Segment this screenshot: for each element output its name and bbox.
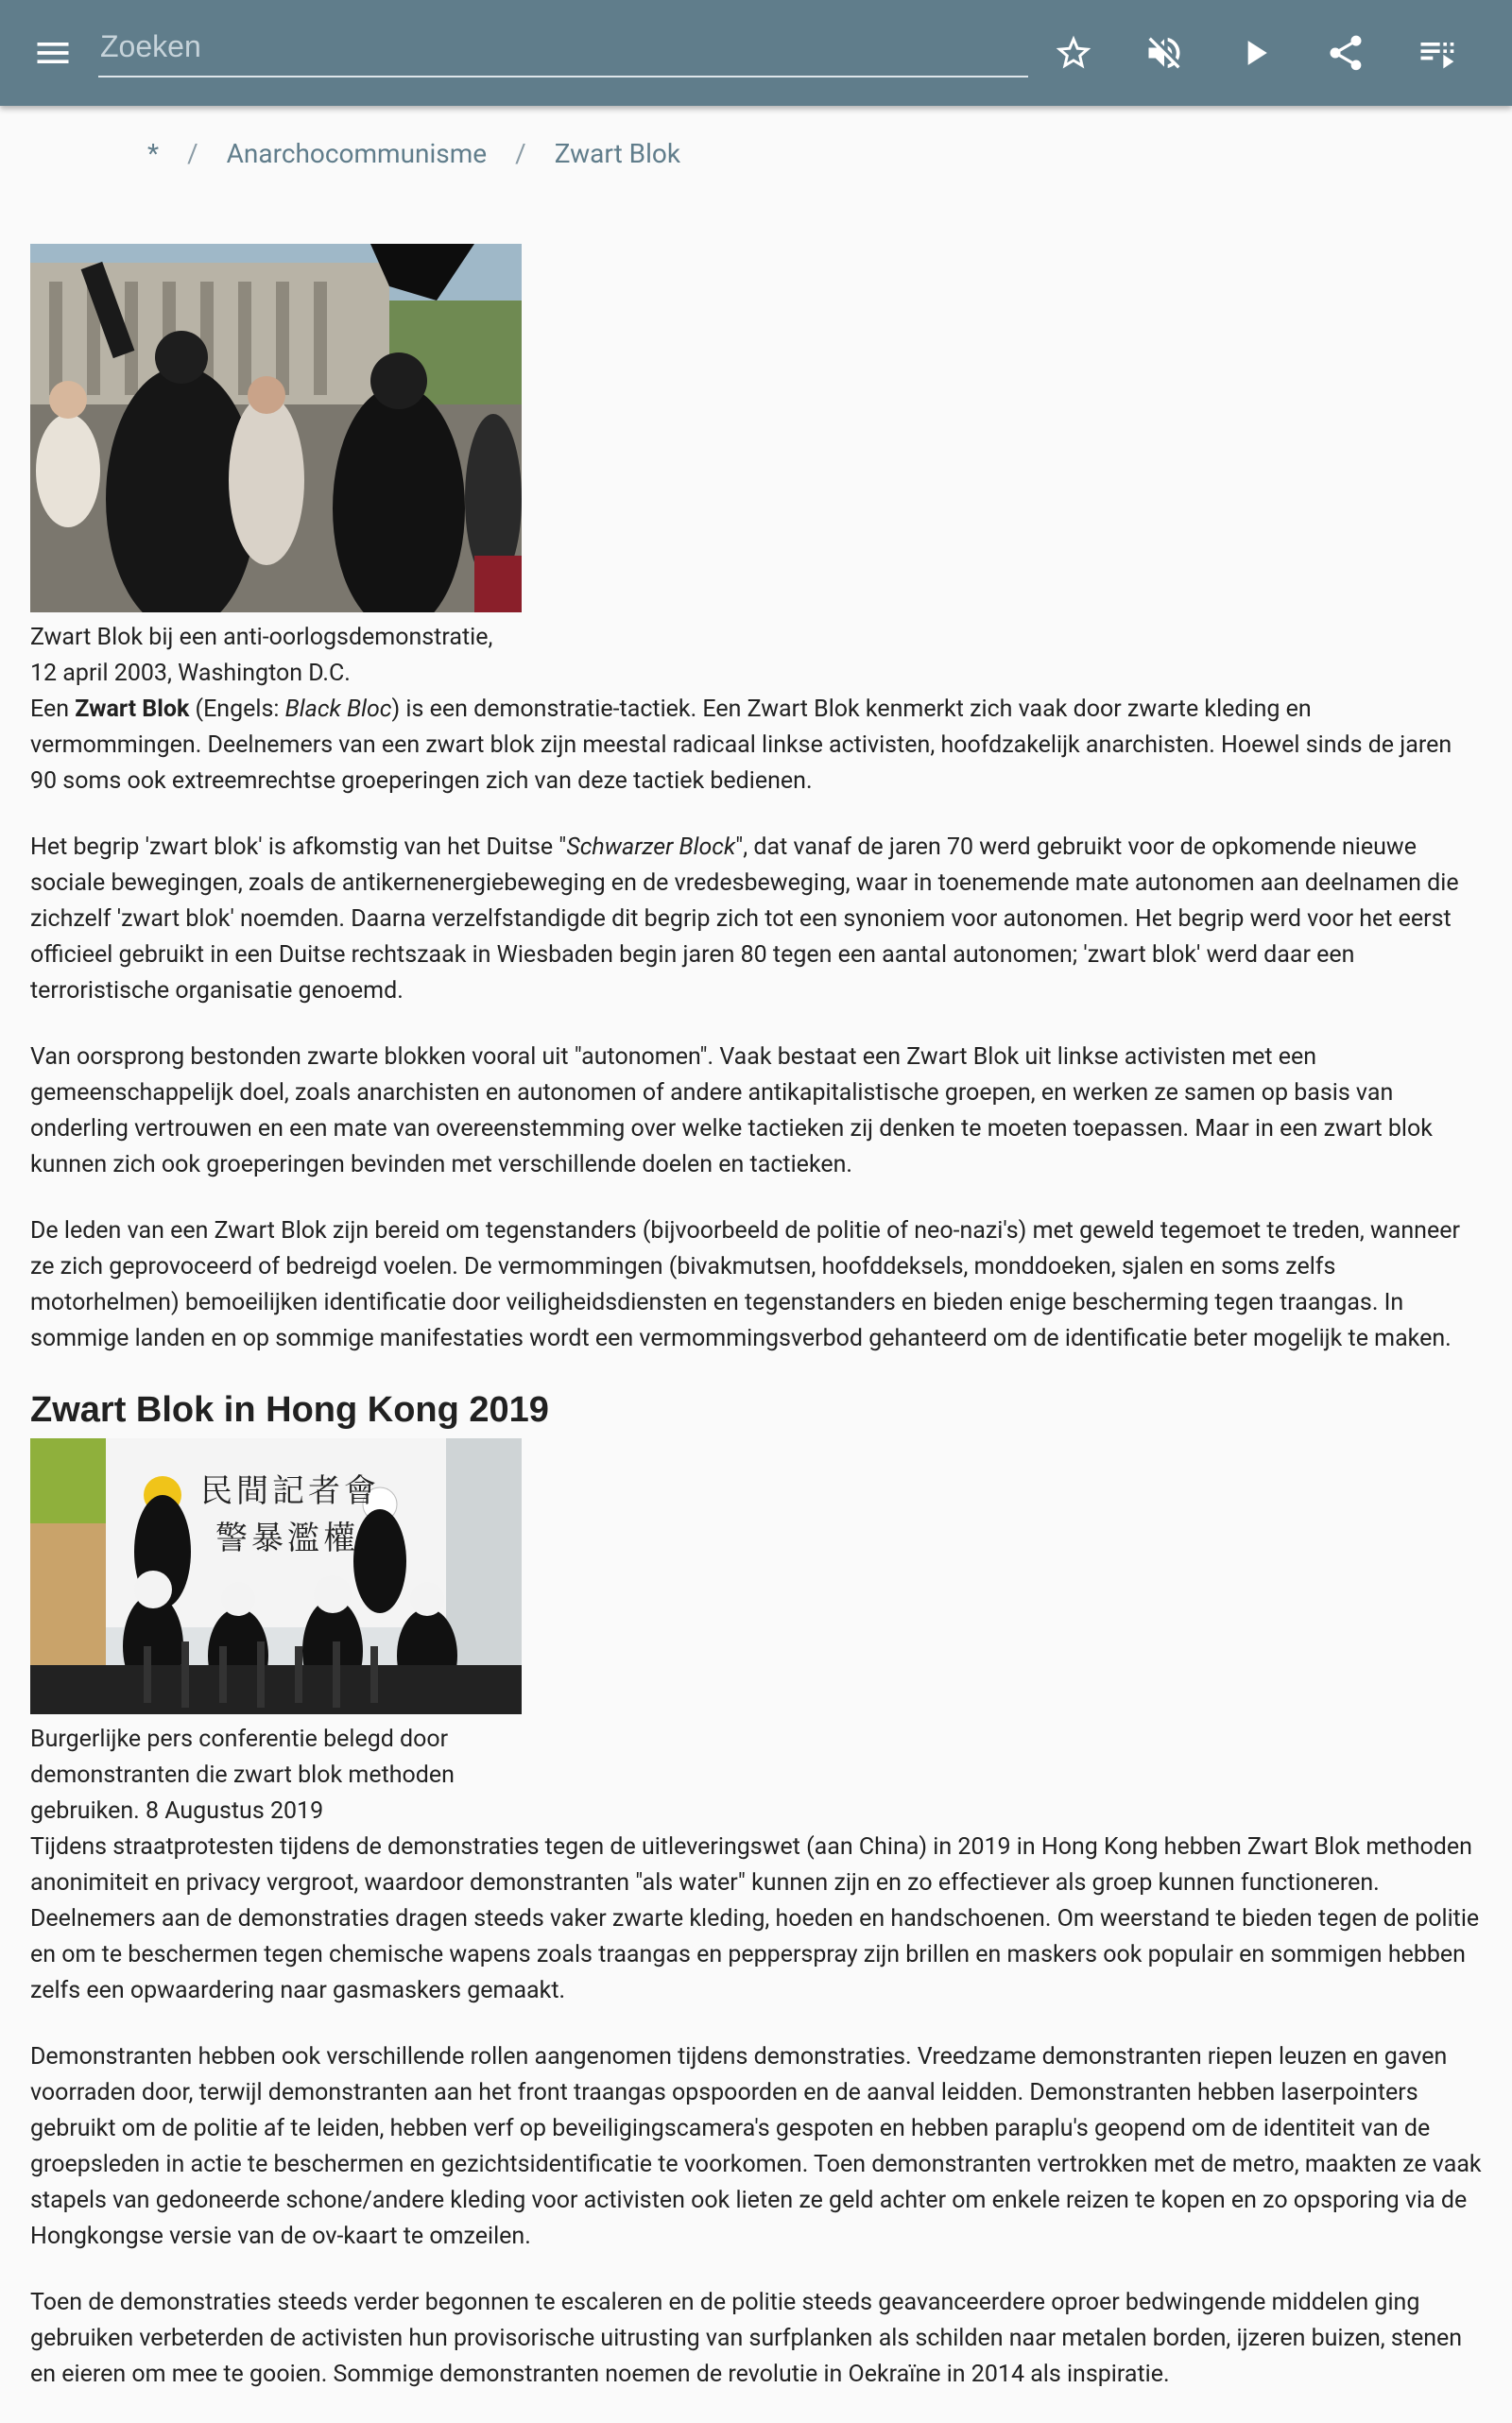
breadcrumb-separator: / bbox=[187, 138, 198, 169]
search-input[interactable] bbox=[98, 19, 1032, 74]
caption-line: demonstranten die zwart blok methoden bbox=[30, 1761, 455, 1789]
breadcrumb-root-link[interactable]: * bbox=[147, 138, 160, 169]
menu-icon[interactable] bbox=[25, 25, 81, 81]
term-italic: Black Bloc bbox=[284, 696, 392, 723]
photo-press-conference-hong-kong[interactable] bbox=[30, 1438, 522, 1714]
term-italic: Schwarzer Block bbox=[566, 833, 736, 861]
text-run: (Engels: bbox=[189, 696, 285, 723]
figure-caption bbox=[30, 620, 541, 692]
figure-caption bbox=[30, 1722, 541, 1830]
hong-kong-paragraph-3: Toen de demonstraties steeds verder begonnen te escaleren en de politie steeds geavanceerdere oproer bedwingende middelen ging gebruiken verbeterden de activisten hun provisorische uitrusting van surfplanken als schilden naar metalen borden, ijzeren buizen, stenen en eieren om mee te gooien. Sommige demonstranten noemen de revolutie in Oekraïne in 2014 als inspiratie. bbox=[30, 2289, 1463, 2388]
caption-line: Burgerlijke pers conferentie belegd door bbox=[30, 1726, 449, 1753]
breadcrumb-parent-link[interactable]: Anarchocommunisme bbox=[226, 138, 488, 169]
playlist-icon[interactable] bbox=[1408, 25, 1465, 81]
text-run: Een bbox=[30, 696, 76, 723]
figure-washington bbox=[30, 244, 522, 692]
photo-black-bloc-washington[interactable] bbox=[30, 244, 522, 612]
photo-banner-line-1: 民間記者會 bbox=[200, 1472, 380, 1510]
play-icon[interactable] bbox=[1227, 25, 1283, 81]
breadcrumb-current[interactable]: Zwart Blok bbox=[554, 138, 681, 169]
text-run: Het begrip 'zwart blok' is afkomstig van het Duitse " bbox=[30, 833, 567, 861]
intro-paragraph-3: Van oorsprong bestonden zwarte blokken vooral uit "autonomen". Vaak bestaat een Zwart Blok uit linkse activisten met een gemeenschappelijk doel, zoals anarchisten en autonomen of andere antikapitalistische groepen, en werken ze samen op basis van onderling vertrouwen en een mate van overeenstemming over welke tactieken zij denken te moeten toepassen. Maar in een zwart blok kunnen zich ook groeperingen bevinden met verschillende doelen en tactieken. bbox=[30, 1043, 1433, 1178]
caption-line: 12 april 2003, Washington D.C. bbox=[30, 660, 351, 687]
intro-paragraph-2 bbox=[30, 830, 1482, 1009]
text-run: ) is een demonstratie-tactiek. Een Zwart Blok kenmerkt zich vaak door zwarte kleding en vermommingen. Deelnemers van een zwart blok zijn meestal radicaal linkse activisten, hoofdzakelijk anarchisten. Hoewel sinds de jaren 90 soms ook extreemrechtse groeperingen zich van deze tactiek bedienen. bbox=[30, 696, 1452, 795]
top-app-bar bbox=[0, 0, 1512, 106]
intro-paragraph-1 bbox=[30, 692, 1482, 799]
figure-hong-kong bbox=[30, 1438, 522, 1830]
search-field[interactable] bbox=[98, 19, 1028, 77]
section-heading-hong-kong: Zwart Blok in Hong Kong 2019 bbox=[30, 1390, 549, 1430]
article-content bbox=[30, 244, 1482, 2423]
term-bold: Zwart Blok bbox=[75, 696, 190, 723]
star-icon[interactable] bbox=[1045, 25, 1102, 81]
caption-line: Zwart Blok bij een anti-oorlogsdemonstratie, bbox=[30, 624, 493, 651]
breadcrumb bbox=[147, 138, 680, 169]
text-run: ", dat vanaf de jaren 70 werd gebruikt voor de opkomende nieuwe sociale bewegingen, zoals de antikernenergiebeweging en de vredesbeweging, waar in toenemende mate autonomen aan deelnamen die zichzelf 'zwart blok' noemden. Daarna verzelfstandigde dit begrip zich tot een synoniem voor autonomen. Het begrip werd voor het eerst officieel gebruikt in een Duitse rechtszaak in Wiesbaden begin jaren 80 tegen een aantal autonomen; 'zwart blok' werd daar een terroristische organisatie genoemd. bbox=[30, 833, 1459, 1005]
share-icon[interactable] bbox=[1317, 25, 1374, 81]
hong-kong-paragraph-1: Tijdens straatprotesten tijdens de demonstraties tegen de uitleveringswet (aan China) in 2019 in Hong Kong hebben Zwart Blok methoden anonimiteit en privacy vergroot, waardoor demonstranten "als water" kunnen zijn en zo effectiever als groep kunnen functioneren. Deelnemers aan de demonstraties dragen steeds vaker zwarte kleding, hoeden en handschoenen. Om weerstand te bieden tegen de politie en om te beschermen tegen chemische wapens zoals traangas en pepperspray zijn brillen en maskers ook populair en sommigen hebben zelfs een opwaardering naar gasmaskers gemaakt. bbox=[30, 1833, 1480, 2004]
hong-kong-paragraph-2: Demonstranten hebben ook verschillende rollen aangenomen tijdens demonstraties. Vreedzame demonstranten riepen leuzen en gaven voorraden door, terwijl demonstranten aan het front traangas opspoorden en de aanval leidden. Demonstranten hebben laserpointers gebruikt om de politie af te leiden, hebben verf op beveiligingscamera's gespoten en hebben paraplu's geopend om de identiteit van de groepsleden in actie te beschermen en gezichtsidentificatie te voorkomen. Toen demonstranten vertrokken met de metro, maakten ze vaak stapels van gedoneerde schone/andere kleding voor activisten ook lieten ze geld achter om enkele reizen te kopen en zo opsporing via de Hongkongse versie van de ov-kaart te omzeilen. bbox=[30, 2043, 1482, 2250]
volume-off-icon[interactable] bbox=[1136, 25, 1193, 81]
breadcrumb-separator: / bbox=[515, 138, 526, 169]
caption-line: gebruiken. 8 Augustus 2019 bbox=[30, 1797, 324, 1825]
intro-paragraph-4: De leden van een Zwart Blok zijn bereid om tegenstanders (bijvoorbeeld de politie of neo-nazi's) met geweld tegemoet te treden, wanneer ze zich geprovoceerd of bedreigd voelen. De vermommingen (bivakmutsen, hoofddeksels, monddoeken, sjalen en soms zelfs motorhelmen) bemoeilijken identificatie door veiligheidsdiensten en tegenstanders en bieden enige bescherming tegen traangas. In sommige landen en op sommige manifestaties wordt een vermommingsverbod gehanteerd om de identificatie beter mogelijk te maken. bbox=[30, 1217, 1460, 1352]
photo-banner-line-2: 警暴濫權 bbox=[215, 1520, 359, 1557]
